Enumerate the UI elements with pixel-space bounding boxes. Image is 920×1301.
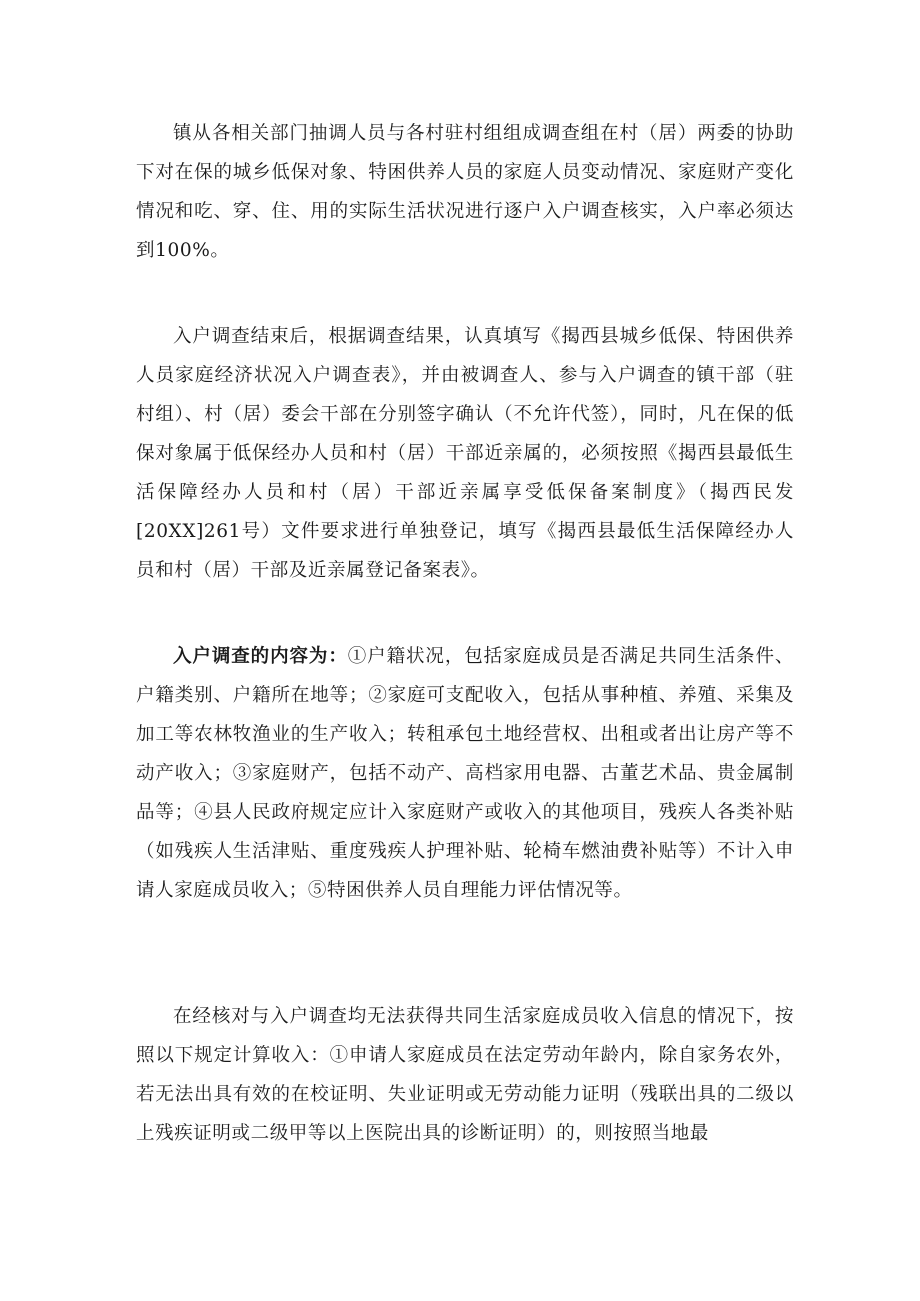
paragraph-1 (136, 114, 794, 270)
paragraph-1-text: 镇从各相关部门抽调人员与各村驻村组组成调查组在村（居）两委的协助下对在保的城乡低保对象、特困供养人员的家庭人员变动情况、家庭财产变化情况和吃、穿、住、用的实际生活状况进行逐户入户调查核实，入户率必须达到100%。 (136, 123, 794, 261)
paragraph-3-text: ①户籍状况，包括家庭成员是否满足共同生活条件、户籍类别、户籍所在地等；②家庭可支配收入，包括从事种植、养殖、采集及加工等农林牧渔业的生产收入；转租承包土地经营权、出租或者出让房产等不动产收入；③家庭财产，包括不动产、高档家用电器、古董艺术品、贵金属制品等；④县人民政府规定应计入家庭财产或收入的其他项目，残疾人各类补贴（如残疾人生活津贴、重度残疾人护理补贴、轮椅车燃油费补贴等）不计入申请人家庭成员收入；⑤特困供养人员自理能力评估情况等。 (136, 646, 794, 901)
paragraph-4 (136, 997, 794, 1153)
paragraph-2-text: 入户调查结束后，根据调查结果，认真填写《揭西县城乡低保、特困供养人员家庭经济状况入户调查表》，并由被调查人、参与入户调查的镇干部（驻村组）、村（居）委会干部在分别签字确认（不允许代签），同时，凡在保的低保对象属于低保经办人员和村（居）干部近亲属的，必须按照《揭西县最低生活保障经办人员和村（居）干部近亲属享受低保备案制度》（揭西民发[20XX]261号）文件要求进行单独登记，填写《揭西县最低生活保障经办人员和村（居）干部及近亲属登记备案表》。 (136, 326, 794, 581)
paragraph-4-text: 在经核对与入户调查均无法获得共同生活家庭成员收入信息的情况下，按照以下规定计算收入：①申请人家庭成员在法定劳动年龄内，除自家务农外，若无法出具有效的在校证明、失业证明或无劳动能力证明（残联出具的二级以上残疾证明或二级甲等以上医院出具的诊断证明）的，则按照当地最 (136, 1006, 794, 1144)
paragraph-3 (136, 637, 794, 910)
paragraph-3-lead: 入户调查的内容为： (173, 646, 348, 667)
paragraph-2 (136, 317, 794, 590)
